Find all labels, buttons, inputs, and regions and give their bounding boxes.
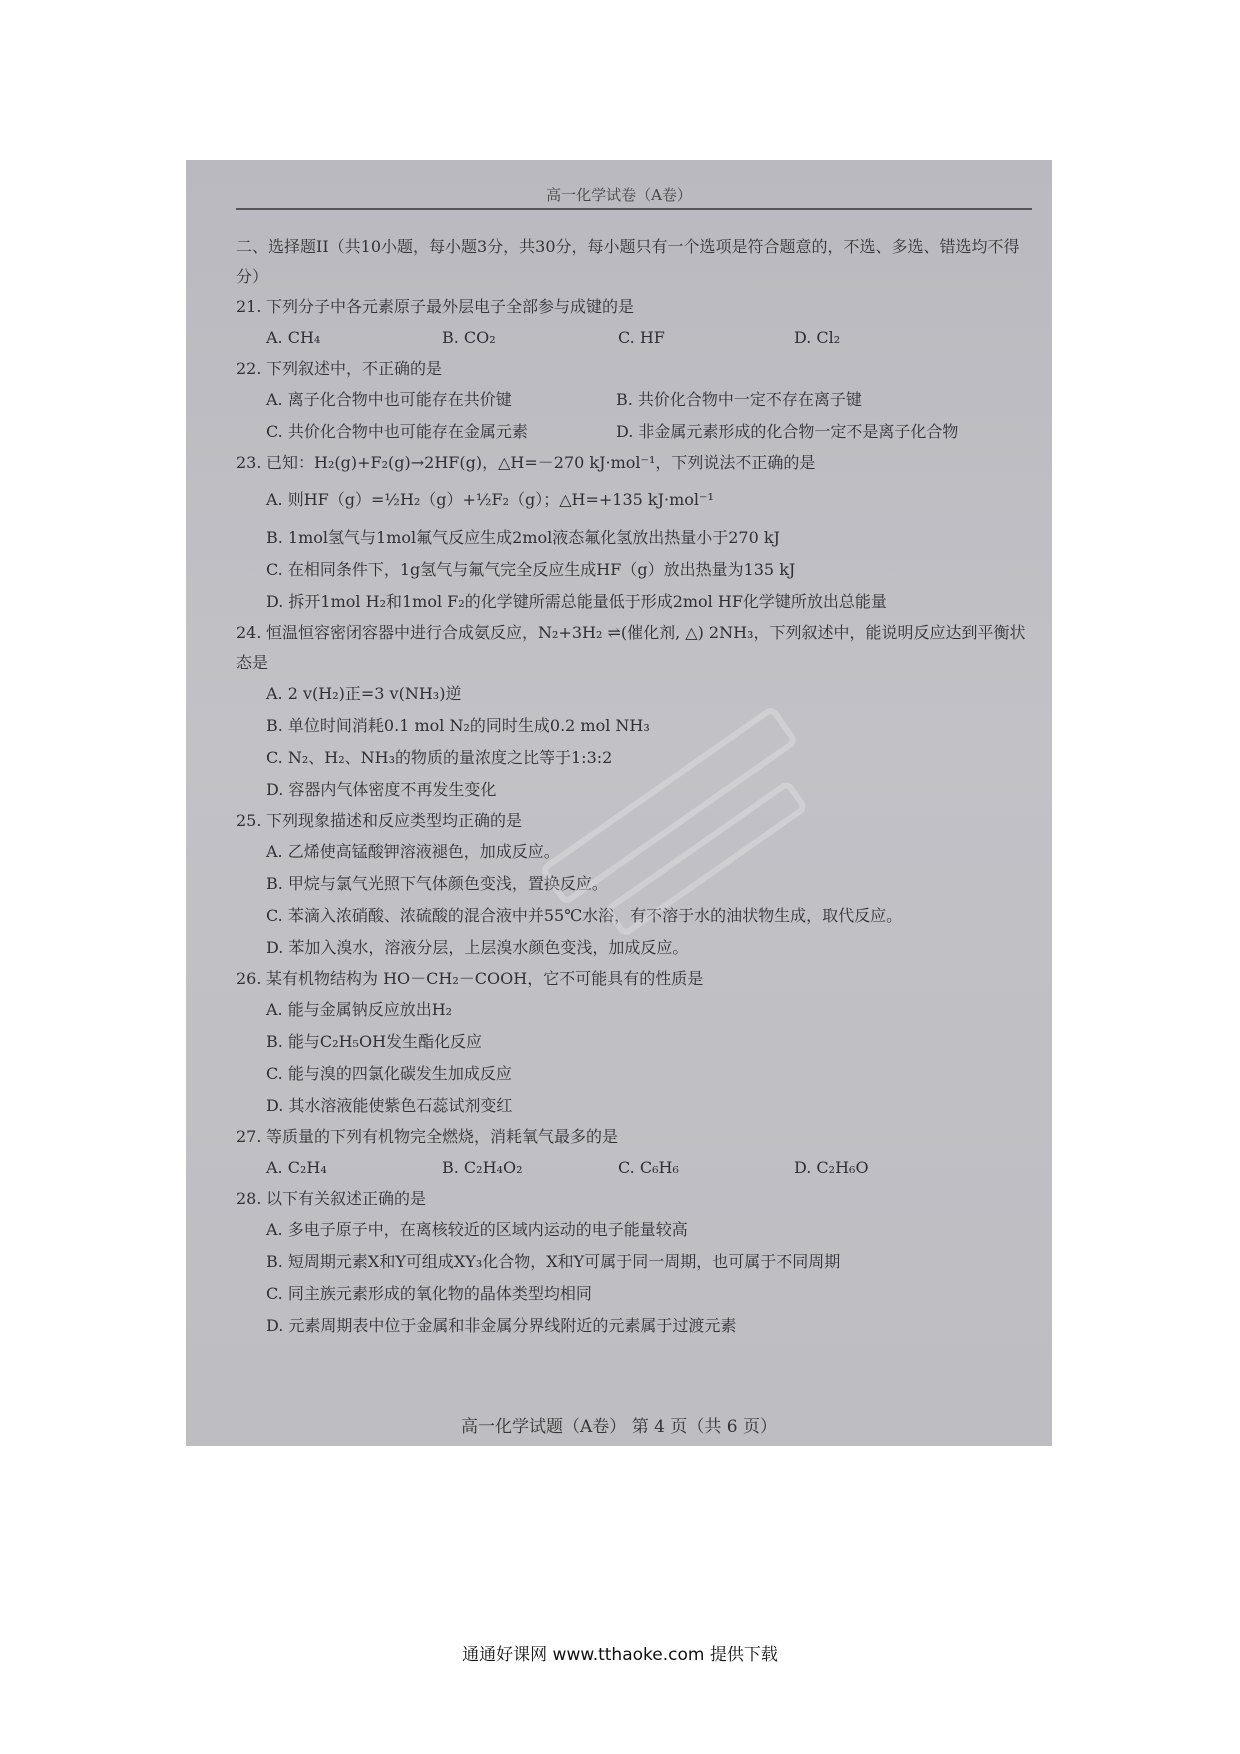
question-text: 已知：H₂(g)+F₂(g)→2HF(g)，△H=－270 kJ·mol⁻¹，下列说法不正确的是 <box>266 453 816 472</box>
question-number: 23. <box>236 453 262 472</box>
question-number: 28. <box>236 1189 262 1208</box>
option-b: B. 共价化合物中一定不存在离子键 <box>616 390 862 409</box>
option-c: C. 同主族元素形成的氧化物的晶体类型均相同 <box>266 1284 592 1303</box>
options-row <box>236 322 1034 354</box>
option-d: D. 元素周期表中位于金属和非金属分界线附近的元素属于过渡元素 <box>266 1316 737 1335</box>
question-text: 等质量的下列有机物完全燃烧，消耗氧气最多的是 <box>266 1127 619 1146</box>
question-text: 下列分子中各元素原子最外层电子全部参与成键的是 <box>266 297 635 316</box>
question-26 <box>236 964 1034 1122</box>
option-d: D. C₂H₆O <box>794 1158 869 1177</box>
question-text: 下列现象描述和反应类型均正确的是 <box>266 811 523 830</box>
question-25 <box>236 806 1034 964</box>
option-b: B. 能与C₂H₅OH发生酯化反应 <box>266 1032 483 1051</box>
option-a: A. CH₄ <box>266 328 321 347</box>
page-footer: 高一化学试题（A卷） 第 4 页（共 6 页） <box>461 1417 777 1437</box>
question-23 <box>236 448 1034 618</box>
question-section <box>236 232 1034 1342</box>
option-b: B. C₂H₄O₂ <box>442 1158 523 1177</box>
question-text: 恒温恒容密闭容器中进行合成氨反应，N₂+3H₂ ⇌(催化剂, △) 2NH₃，下列叙述中，能说明反应达到平衡状态是 <box>236 623 1026 672</box>
option-d: D. 非金属元素形成的化合物一定不是离子化合物 <box>616 422 959 441</box>
exam-page-photo <box>186 160 1052 1446</box>
option-c: C. C₆H₆ <box>618 1158 679 1177</box>
question-stem <box>236 618 1034 678</box>
running-header: 高一化学试卷（A卷） <box>546 186 692 204</box>
question-number: 26. <box>236 969 262 988</box>
options-row <box>236 1152 1034 1184</box>
question-stem <box>236 806 1034 836</box>
option-a: A. 2 v(H₂)正=3 v(NH₃)逆 <box>266 684 462 703</box>
option-c: C. 在相同条件下，1g氢气与氟气完全反应生成HF（g）放出热量为135 kJ <box>266 560 796 579</box>
question-text: 下列叙述中，不正确的是 <box>266 359 443 378</box>
section-title: 二、选择题II（共10小题，每小题3分，共30分，每小题只有一个选项是符合题意的，不选、多选、错选均不得分） <box>236 237 1020 286</box>
question-stem <box>236 354 1034 384</box>
options-row <box>236 416 1034 448</box>
option-a: A. 乙烯使高锰酸钾溶液褪色，加成反应。 <box>266 842 560 861</box>
option-c: C. 共价化合物中也可能存在金属元素 <box>266 422 528 441</box>
download-credit: 通通好课网 www.tthaoke.com 提供下载 <box>462 1645 778 1665</box>
question-stem <box>236 1184 1034 1214</box>
option-c: C. 苯滴入浓硝酸、浓硫酸的混合液中并55℃水浴，有不溶于水的油状物生成，取代反应。 <box>266 906 903 925</box>
option-b: B. CO₂ <box>442 328 496 347</box>
question-24 <box>236 618 1034 806</box>
option-a: A. 能与金属钠反应放出H₂ <box>266 1000 453 1019</box>
options-row <box>236 384 1034 416</box>
question-22 <box>236 354 1034 448</box>
question-number: 24. <box>236 623 262 642</box>
option-a: A. 多电子原子中，在离核较近的区域内运动的电子能量较高 <box>266 1220 688 1239</box>
header-rule <box>236 208 1032 210</box>
question-text: 某有机物结构为 HO－CH₂－COOH，它不可能具有的性质是 <box>266 969 704 988</box>
option-c: C. HF <box>618 328 665 347</box>
option-d: D. 苯加入溴水，溶液分层，上层溴水颜色变浅，加成反应。 <box>266 938 689 957</box>
question-stem <box>236 1122 1034 1152</box>
question-text: 以下有关叙述正确的是 <box>266 1189 427 1208</box>
option-b: B. 1mol氢气与1mol氟气反应生成2mol液态氟化氢放出热量小于270 kJ <box>266 528 780 547</box>
question-number: 25. <box>236 811 262 830</box>
option-d: D. 容器内气体密度不再发生变化 <box>266 780 497 799</box>
option-b: B. 甲烷与氯气光照下气体颜色变浅，置换反应。 <box>266 874 608 893</box>
question-number: 21. <box>236 297 262 316</box>
option-a: A. 则HF（g）=½H₂（g）+½F₂（g）；△H=+135 kJ·mol⁻¹ <box>266 490 714 509</box>
question-28 <box>236 1184 1034 1342</box>
option-a: A. 离子化合物中也可能存在共价键 <box>266 390 512 409</box>
option-c: C. 能与溴的四氯化碳发生加成反应 <box>266 1064 512 1083</box>
question-27 <box>236 1122 1034 1184</box>
question-stem <box>236 448 1034 478</box>
option-d: D. 其水溶液能使紫色石蕊试剂变红 <box>266 1096 513 1115</box>
question-number: 27. <box>236 1127 262 1146</box>
question-stem <box>236 964 1034 994</box>
option-a: A. C₂H₄ <box>266 1158 327 1177</box>
option-c: C. N₂、H₂、NH₃的物质的量浓度之比等于1:3:2 <box>266 748 613 767</box>
option-b: B. 单位时间消耗0.1 mol N₂的同时生成0.2 mol NH₃ <box>266 716 650 735</box>
question-21 <box>236 292 1034 354</box>
option-d: D. 拆开1mol H₂和1mol F₂的化学键所需总能量低于形成2mol HF化学键所放出总能量 <box>266 592 887 611</box>
option-d: D. Cl₂ <box>794 328 841 347</box>
option-b: B. 短周期元素X和Y可组成XY₃化合物，X和Y可属于同一周期，也可属于不同周期 <box>266 1252 841 1271</box>
question-stem <box>236 292 1034 322</box>
question-number: 22. <box>236 359 262 378</box>
